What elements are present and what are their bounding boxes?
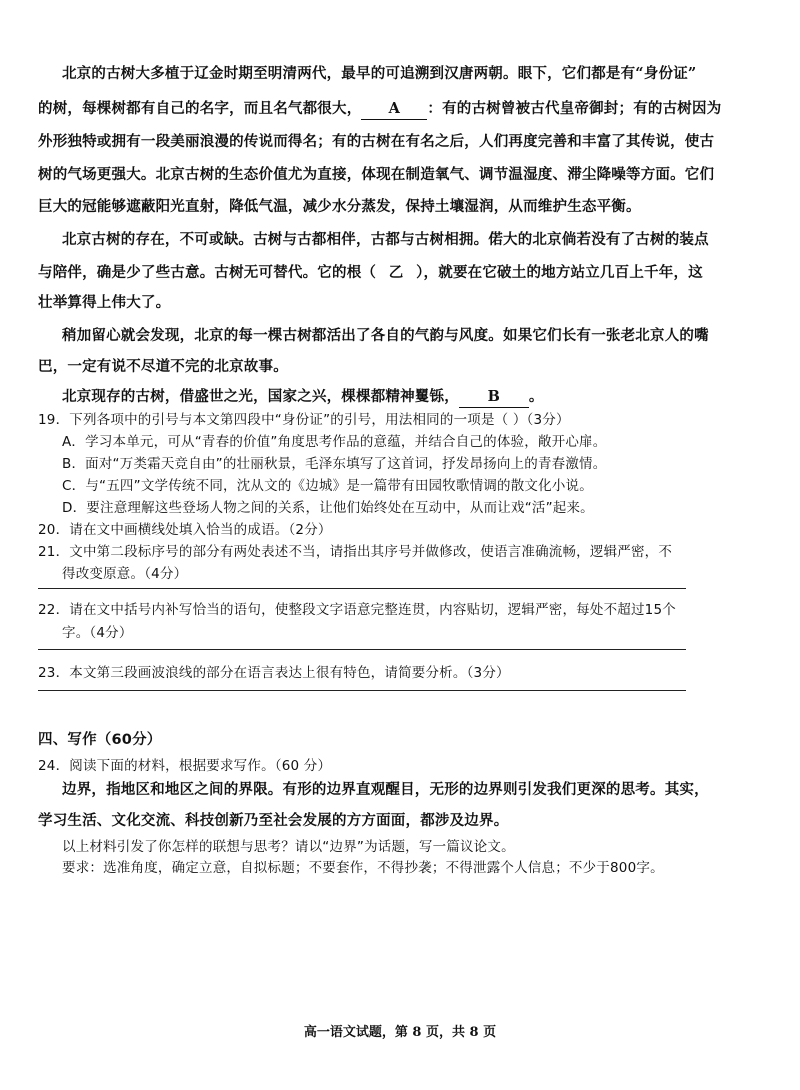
question-19-option-a: A．学习本单元，可从“青春的价值”角度思考作品的意蕴，并结合自己的体验，敞开心扉。 bbox=[62, 434, 607, 450]
question-19-option-b: B．面对“万类霜天竞自由”的壮丽秋景，毛泽东填写了这首词，抒发昂扬向上的青春激情。 bbox=[62, 456, 607, 472]
passage-text: 。 bbox=[528, 388, 544, 405]
answer-line bbox=[38, 690, 686, 691]
writing-material-line-1: 边界，指地区和地区之间的界限。有形的边界直观醒目，无形的边界则引发我们更深的思考。其实， bbox=[62, 781, 709, 798]
answer-line bbox=[38, 649, 686, 650]
question-22-line-2: 字。（4分） bbox=[62, 625, 133, 641]
question-19: 19．下列各项中的引号与本文第四段中“身份证”的引号，用法相同的一项是（ ）（3分） bbox=[38, 412, 570, 428]
section-heading-writing: 四、写作（60分） bbox=[38, 732, 162, 748]
passage-paragraph-6-line-1: 稍加留心就会发现，北京的每一棵古树都活出了各自的气韵与风度。如果它们长有一张老北京人的嘴 bbox=[62, 327, 709, 344]
passage-paragraph-5-line-2 bbox=[38, 263, 703, 283]
question-23: 23．本文第三段画波浪线的部分在语言表达上很有特色，请简要分析。（3分） bbox=[38, 665, 510, 681]
passage-paragraph-7 bbox=[62, 387, 544, 408]
answer-blank-a: A bbox=[361, 99, 427, 120]
passage-paragraph-4-line-2 bbox=[38, 99, 721, 120]
writing-requirements: 要求：选准角度，确定立意，自拟标题；不要套作，不得抄袭；不得泄露个人信息；不少于800字。 bbox=[62, 860, 664, 876]
passage-paragraph-4-line-1: 北京的古树大多植于辽金时期至明清两代，最早的可追溯到汉唐两朝。眼下，它们都是有“身份证” bbox=[62, 65, 697, 82]
passage-text: 与陪伴，确是少了些古意。古树无可替代。它的根（ bbox=[38, 264, 377, 281]
question-21-line-1: 21．文中第二段标序号的部分有两处表述不当，请指出其序号并做修改，使语言准确流畅，逻辑严密，不 bbox=[38, 544, 673, 560]
passage-text: 北京现存的古树，借盛世之光，国家之兴，棵棵都精神矍铄， bbox=[62, 388, 459, 405]
question-20: 20．请在文中画横线处填入恰当的成语。（2分） bbox=[38, 522, 332, 538]
question-19-option-c: C．与“五四”文学传统不同，沈从文的《边城》是一篇带有田园牧歌情调的散文化小说。 bbox=[62, 478, 593, 494]
writing-prompt: 以上材料引发了你怎样的联想与思考？请以“边界”为话题，写一篇议论文。 bbox=[62, 839, 515, 855]
answer-line bbox=[38, 588, 686, 589]
passage-text: ：有的古树曾被古代皇帝御封；有的古树因为 bbox=[427, 100, 722, 117]
passage-paragraph-4-line-5: 巨大的冠能够遮蔽阳光直射，降低气温，减少水分蒸发，保持土壤湿润，从而维护生态平衡。 bbox=[38, 198, 641, 215]
question-19-option-d: D．要注意理解这些登场人物之间的关系，让他们始终处在互动中，从而让戏“活”起来。 bbox=[62, 500, 594, 516]
question-21-line-2: 得改变原意。（4分） bbox=[62, 566, 188, 582]
answer-blank-b: B bbox=[459, 387, 529, 408]
passage-paragraph-4-line-4: 树的气场更强大。北京古树的生态价值尤为直接，体现在制造氧气、调节温湿度、滞尘降噪等方面。它们 bbox=[38, 166, 715, 183]
passage-paragraph-6-line-2: 巴，一定有说不尽道不完的北京故事。 bbox=[38, 358, 288, 375]
question-24: 24．阅读下面的材料，根据要求写作。（60 分） bbox=[38, 758, 332, 774]
passage-text: ），就要在它破土的地方站立几百上千年，这 bbox=[416, 264, 703, 281]
page-footer: 高一语文试题，第 8 页，共 8 页 bbox=[303, 1025, 497, 1040]
passage-paragraph-5-line-3: 壮举算得上伟大了。 bbox=[38, 294, 171, 311]
bracket-blank-yi: 乙 bbox=[388, 264, 404, 281]
passage-paragraph-4-line-3: 外形独特或拥有一段美丽浪漫的传说而得名；有的古树在有名之后，人们再度完善和丰富了其传说，使古 bbox=[38, 133, 715, 150]
question-22-line-1: 22．请在文中括号内补写恰当的语句，使整段文字语意完整连贯，内容贴切，逻辑严密，每处不超过15个 bbox=[38, 602, 676, 618]
passage-text: 的树，每棵树都有自己的名字，而且名气都很大， bbox=[38, 100, 362, 117]
writing-material-line-2: 学习生活、文化交流、科技创新乃至社会发展的方方面面，都涉及边界。 bbox=[38, 812, 509, 829]
passage-paragraph-5-line-1: 北京古树的存在，不可或缺。古树与古都相伴，古都与古树相拥。偌大的北京倘若没有了古树的装点 bbox=[62, 231, 709, 248]
